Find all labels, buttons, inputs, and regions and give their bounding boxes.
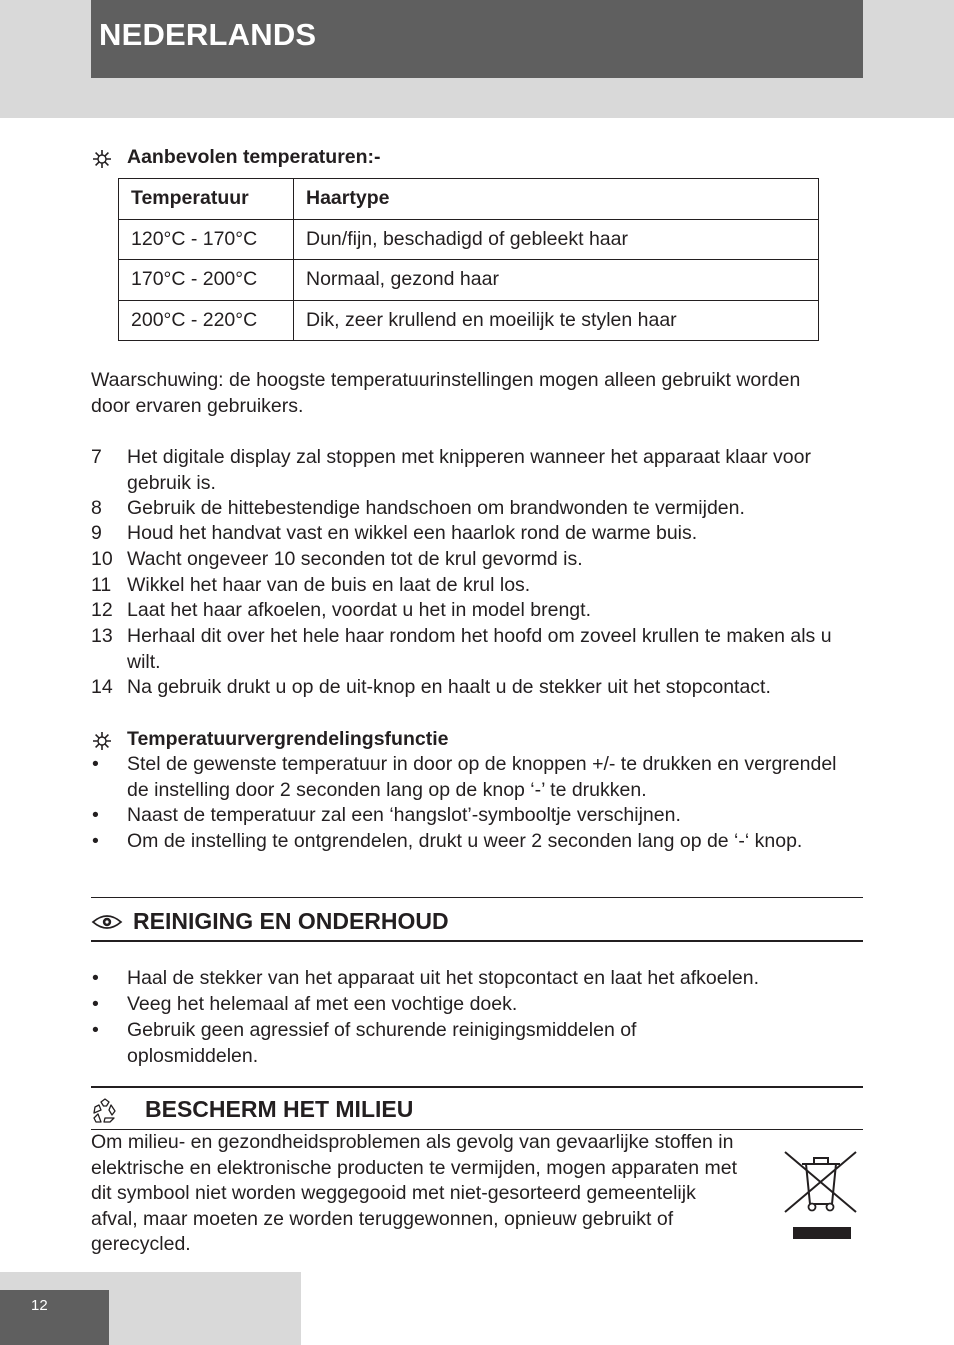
table-row [119,260,819,301]
section-divider [91,897,863,898]
lock-bullet-text: Om de instelling te ontgrendelen, drukt u weer 2 seconden lang op de ‘-‘ knop. [127,830,803,852]
table-cell-temperature: 170°C - 200°C [119,260,294,301]
table-row [119,300,819,341]
page-number: 12 [31,1297,48,1314]
lock-bullet-text: Naast de temperatuur zal een ‘hangslot’-symbooltje verschijnen. [127,804,681,826]
cleaning-bullet-text: Veeg het helemaal af met een vochtige doek. [127,993,518,1015]
step-number: 8 [91,497,102,519]
step-number: 9 [91,522,102,544]
warning-text: Waarschuwing: de hoogste temperatuurinstellingen mogen alleen gebruikt worden door ervaren gebruikers. [91,369,801,417]
step-number: 14 [91,676,113,698]
step-text: Gebruik de hittebestendige handschoen om brandwonden te vermijden. [127,497,745,519]
cleaning-bullet-text: Gebruik geen agressief of schurende reinigingsmiddelen of oplosmiddelen. [127,1019,637,1067]
environment-heading: BESCHERM HET MILIEU [145,1096,414,1122]
lock-bullet-text: Stel de gewenste temperatuur in door op de knoppen +/- te drukken en vergrendel de instelling door 2 seconden lang op de knop ‘-’ te drukken. [127,753,837,801]
star-bullet-icon [91,730,113,752]
bullet-dot: • [92,830,99,852]
step-text: Herhaal dit over het hele haar rondom het hoofd om zoveel krullen te maken als u wilt. [127,625,832,673]
language-title-bar [91,0,863,78]
temperatures-heading: Aanbevolen temperaturen:- [127,146,381,168]
cleaning-bullet-text: Haal de stekker van het apparaat uit het stopcontact en laat het afkoelen. [127,967,759,989]
step-text: Wacht ongeveer 10 seconden tot de krul gevormd is. [127,548,583,570]
crossed-out-bin-icon [782,1150,860,1242]
step-text: Houd het handvat vast en wikkel een haarlok rond de warme buis. [127,522,698,544]
step-number: 11 [91,574,112,596]
step-text: Laat het haar afkoelen, voordat u het in model brengt. [127,599,591,621]
bullet-dot: • [92,967,99,989]
table-cell-temperature: 120°C - 170°C [119,219,294,260]
step-number: 13 [91,625,113,647]
eye-icon [91,911,123,933]
page-title: NEDERLANDS [99,17,317,52]
section-divider [91,1086,863,1088]
step-number: 12 [91,599,113,621]
step-number: 10 [91,548,113,570]
temperature-table [118,178,819,341]
table-header-row [119,179,819,220]
table-cell-temperature: 200°C - 220°C [119,300,294,341]
table-row [119,219,819,260]
step-text: Het digitale display zal stoppen met knipperen wanneer het apparaat klaar voor gebruik is. [127,446,811,494]
table-header-hairtype: Haartype [294,179,819,220]
environment-text: Om milieu- en gezondheidsproblemen als gevolg van gevaarlijke stoffen in elektrische en elektronische producten te vermijden, mogen apparaten met dit symbool niet worden weggegooid met niet-gesorteerd gemeentelijk afval, maar moeten ze worden teruggewonnen, opnieuw gebruikt of gerecycled. [91,1131,738,1256]
star-bullet-icon [91,148,113,170]
step-number: 7 [91,446,102,468]
recycle-icon [91,1098,119,1124]
lock-heading: Temperatuurvergrendelingsfunctie [127,728,449,750]
bullet-dot: • [92,993,99,1015]
step-text: Wikkel het haar van de buis en laat de krul los. [127,574,531,596]
page-number-box [0,1290,109,1345]
table-cell-hairtype: Normaal, gezond haar [294,260,819,301]
table-header-temperature: Temperatuur [119,179,294,220]
bullet-dot: • [92,753,99,775]
bullet-dot: • [92,804,99,826]
cleaning-heading: REINIGING EN ONDERHOUD [133,908,449,934]
step-text: Na gebruik drukt u op de uit-knop en haalt u de stekker uit het stopcontact. [127,676,771,698]
bullet-dot: • [92,1019,99,1041]
table-cell-hairtype: Dik, zeer krullend en moeilijk te stylen haar [294,300,819,341]
section-divider [91,940,863,942]
table-cell-hairtype: Dun/fijn, beschadigd of gebleekt haar [294,219,819,260]
